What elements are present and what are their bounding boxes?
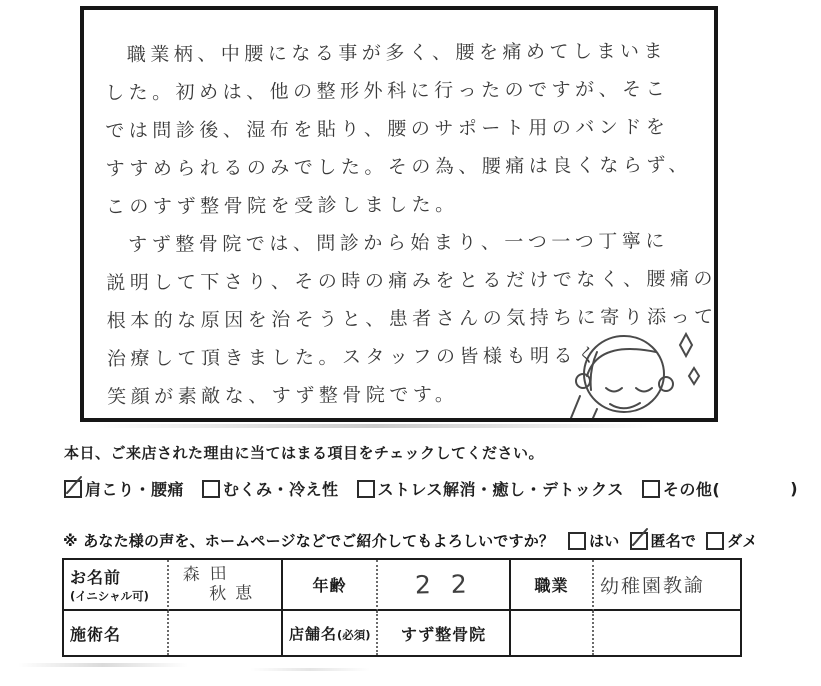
scan-artifact bbox=[95, 424, 655, 428]
empty-cell bbox=[511, 611, 594, 655]
closing-paren: ) bbox=[790, 479, 799, 498]
checkbox-square-icon bbox=[357, 480, 375, 498]
testimonial-line: すず整骨院では、問診から始まり、一つ一つ丁寧に bbox=[128, 230, 669, 256]
checkbox-swelling-coldness bbox=[202, 477, 339, 500]
checkbox-square-icon bbox=[630, 532, 648, 550]
testimonial-line: 笑顔が素敵な、すず整骨院です。 bbox=[107, 383, 459, 409]
checkbox-shoulder-back-pain bbox=[64, 477, 184, 500]
checkbox-anonymous bbox=[630, 530, 697, 551]
consent-row bbox=[63, 530, 768, 551]
option-label: 肩こり・腰痛 bbox=[85, 480, 185, 499]
store-note: (必須) bbox=[337, 627, 371, 642]
option-label: その他( bbox=[662, 480, 721, 499]
testimonial-box bbox=[80, 6, 718, 422]
option-label: 匿名で bbox=[650, 532, 697, 550]
checkbox-square-icon bbox=[706, 532, 724, 550]
name-note: (イニシャル可) bbox=[70, 589, 149, 603]
job-label: 職業 bbox=[534, 576, 569, 595]
empty-cell bbox=[594, 611, 740, 655]
testimonial-line: 治療して頂きました。スタッフの皆様も明るく bbox=[106, 344, 601, 371]
store-label-cell bbox=[283, 611, 378, 655]
option-label: はい bbox=[589, 532, 620, 550]
smiling-face-doodle-icon bbox=[570, 324, 706, 418]
name-surname: 森田 bbox=[182, 563, 237, 586]
testimonial-line: すすめられるのみでした。その為、腰痛は良くならず、 bbox=[105, 153, 692, 181]
testimonial-line: では問診後、湿布を貼り、腰のサポート用のバンドを bbox=[105, 116, 670, 143]
checkbox-no bbox=[706, 530, 757, 551]
consent-question: ※ あなた様の声を、ホームページなどでご紹介してもよろしいですか？ bbox=[63, 532, 555, 550]
option-label: ストレス解消・癒し・デトックス bbox=[377, 480, 624, 499]
name-label-cell bbox=[64, 560, 169, 611]
testimonial-line: このすず整骨院を受診しました。 bbox=[105, 193, 459, 219]
treatment-label: 施術名 bbox=[70, 624, 122, 644]
job-handwritten-value: 幼稚園教諭 bbox=[599, 574, 706, 599]
checkbox-square-icon bbox=[568, 532, 586, 550]
store-value-cell bbox=[378, 611, 511, 655]
option-label: ダメ bbox=[727, 532, 758, 550]
name-value-cell bbox=[169, 560, 283, 611]
reason-options-row bbox=[64, 477, 816, 500]
checkbox-square-icon bbox=[642, 480, 660, 498]
checkbox-square-icon bbox=[202, 480, 220, 498]
age-label-cell bbox=[283, 560, 378, 611]
checkbox-square-icon bbox=[64, 480, 82, 498]
testimonial-line: 説明して下さり、その時の痛みをとるだけでなく、腰痛の bbox=[106, 267, 718, 295]
age-value-cell bbox=[378, 560, 511, 611]
store-label: 店舗名 bbox=[289, 624, 338, 643]
name-label: お名前 bbox=[70, 568, 122, 587]
name-handwritten-value bbox=[175, 564, 276, 606]
treatment-label-cell bbox=[64, 611, 169, 655]
reason-instruction: 本日、ご来店された理由に当てはまる項目をチェックしてください。 bbox=[64, 444, 545, 462]
job-value-cell bbox=[594, 560, 740, 611]
option-label: むくみ・冷え性 bbox=[223, 480, 339, 499]
checkbox-stress-relief-detox bbox=[357, 477, 624, 500]
age-handwritten-value: 22 bbox=[414, 569, 487, 600]
job-label-cell bbox=[511, 560, 594, 611]
treatment-value-cell bbox=[169, 611, 283, 655]
scan-artifact bbox=[18, 663, 188, 667]
visitor-info-table bbox=[62, 558, 742, 657]
testimonial-line: 職業柄、中腰になる事が多く、腰を痛めてしまいま bbox=[126, 40, 667, 66]
age-label: 年齢 bbox=[312, 576, 347, 595]
testimonial-line: 根本的な原因を治そうと、患者さんの気持ちに寄り添って bbox=[106, 305, 718, 333]
name-given: 秋恵 bbox=[208, 582, 262, 604]
testimonial-line: した。初めは、他の整形外科に行ったのですが、そこ bbox=[104, 78, 670, 105]
scan-artifact bbox=[250, 668, 370, 671]
checkbox-yes bbox=[568, 530, 619, 551]
store-value: すず整骨院 bbox=[400, 624, 487, 644]
checkbox-other bbox=[642, 477, 798, 500]
